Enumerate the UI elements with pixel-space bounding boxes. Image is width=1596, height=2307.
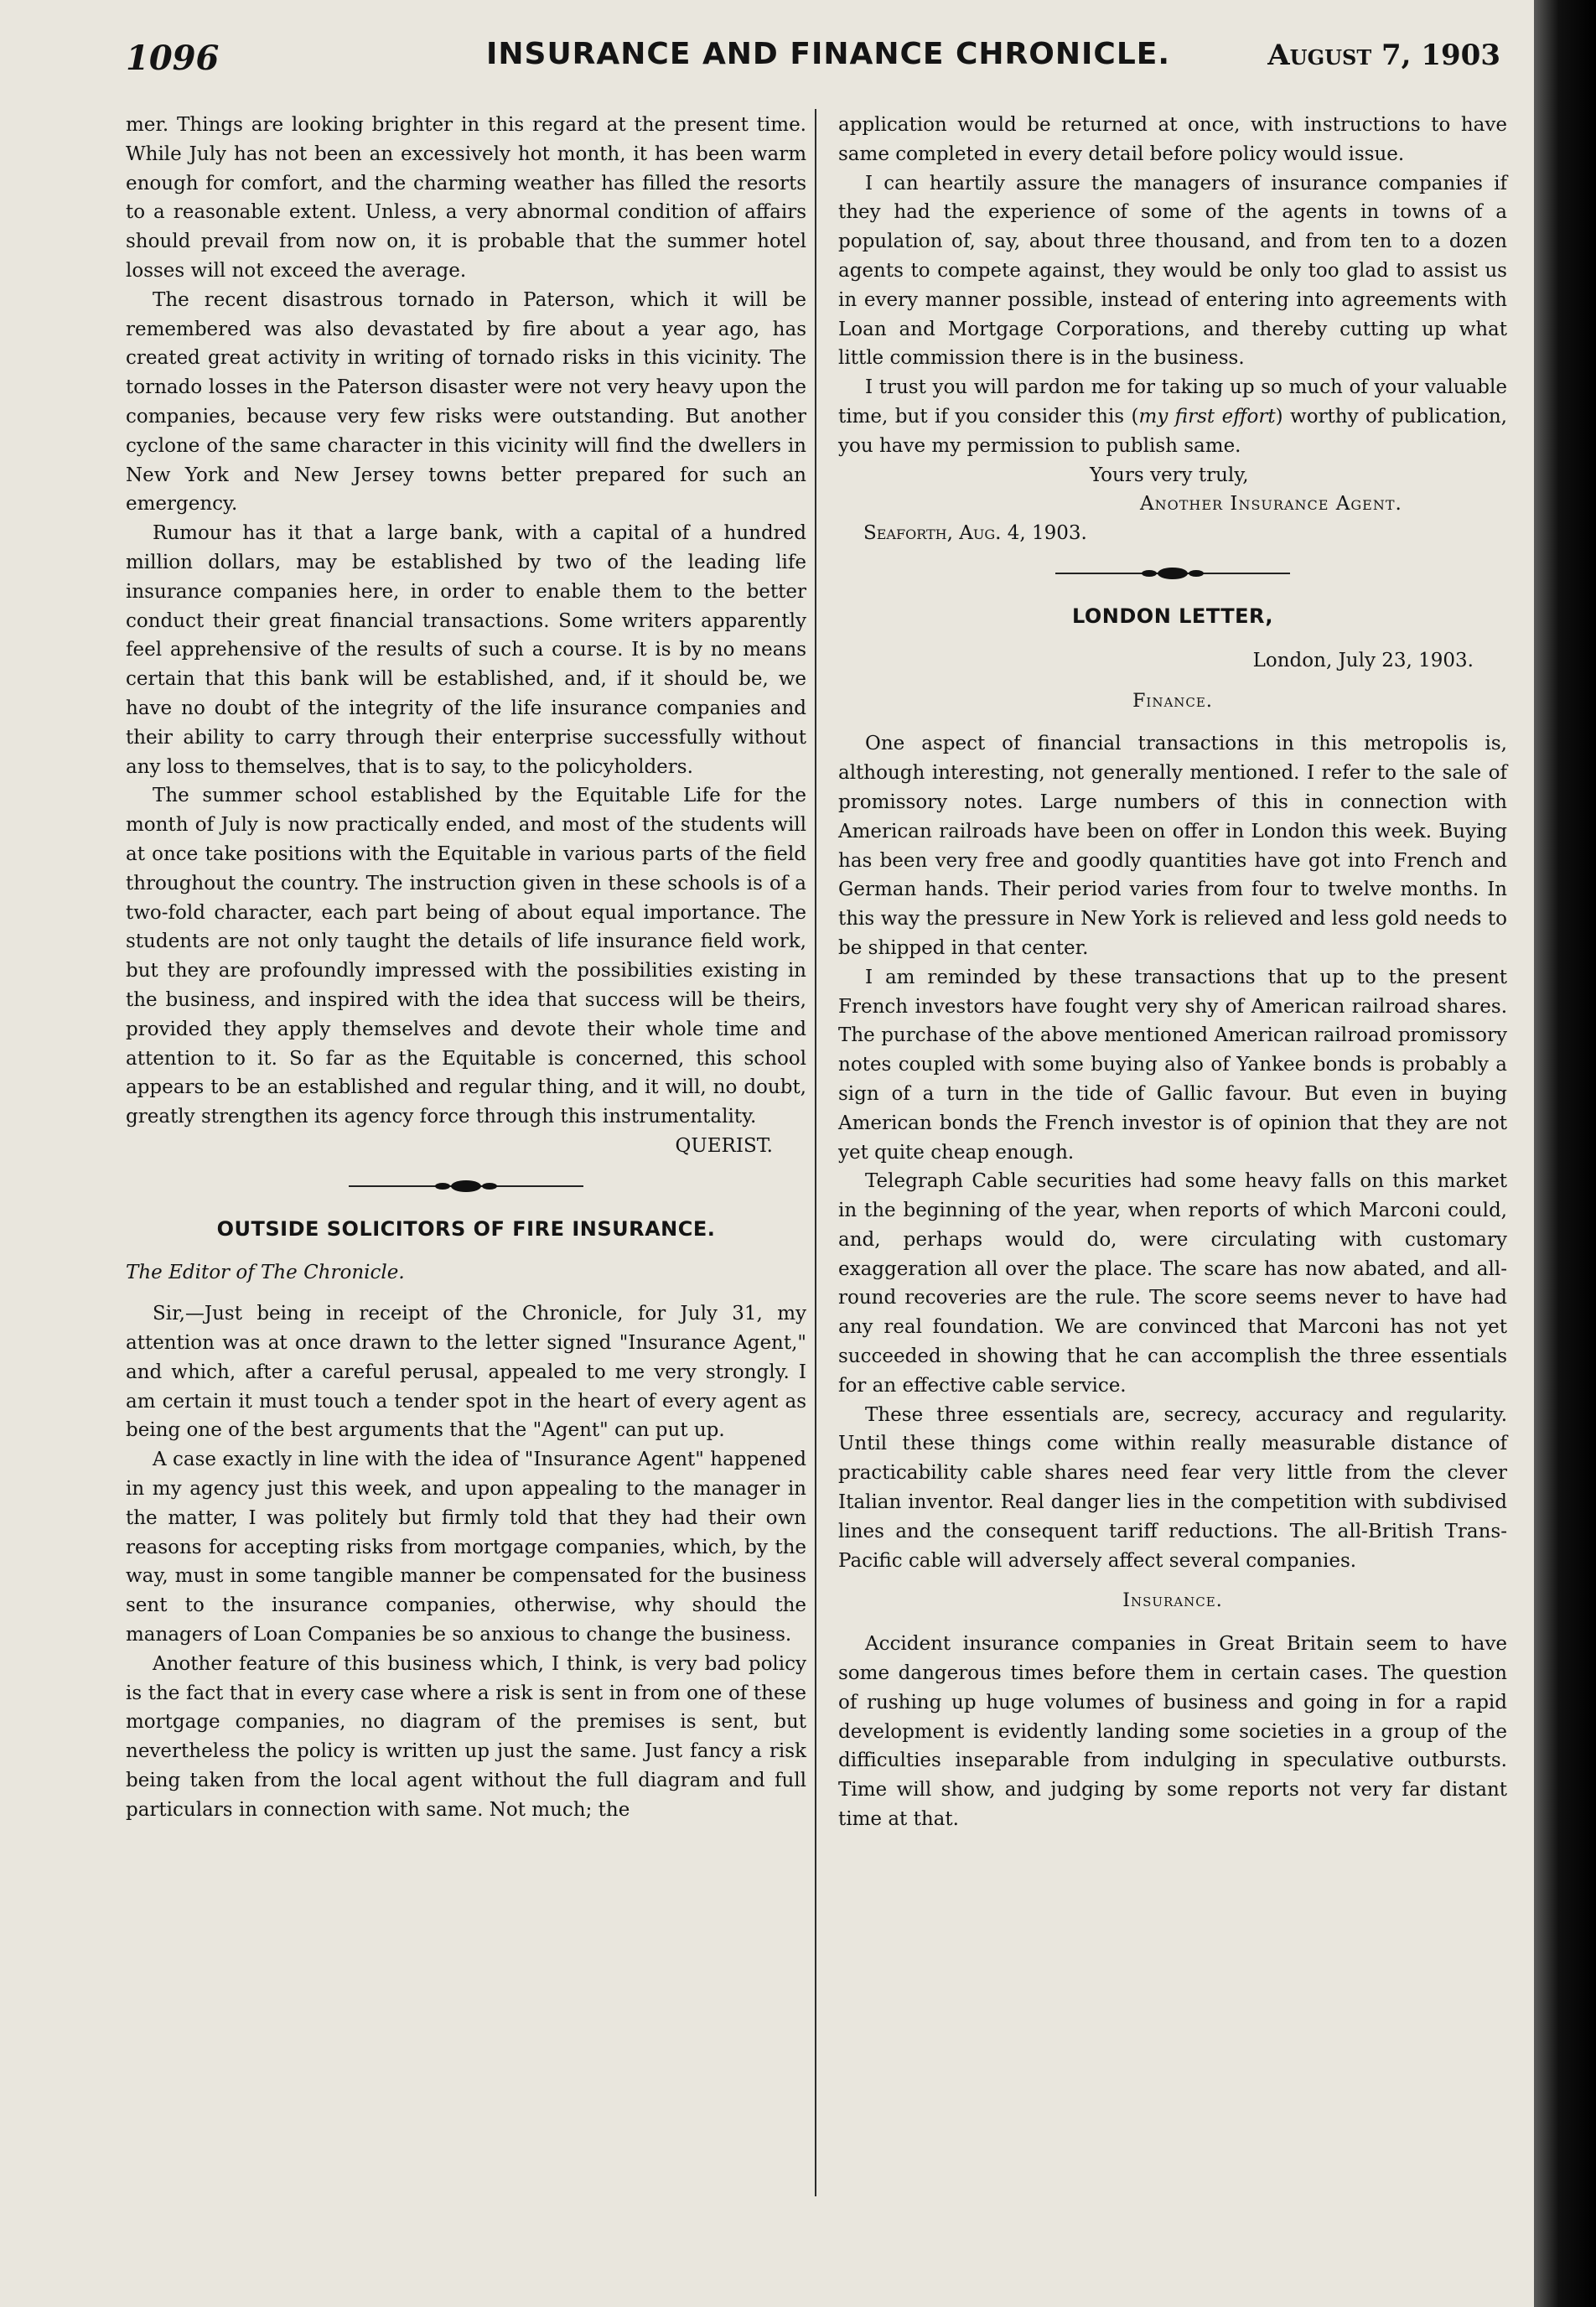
paragraph: The recent disastrous tornado in Paterson, which it will be remembered was also devastated by fire about a year ago, has created great activity in writing of tornado risks in this vicinity. The tornado losses in the Paterson disaster were not very heavy upon the companies, because very few risks were outstanding. But another cyclone of the same character in this vicinity will find the dwellers in New York and New Jersey towns better prepared for such an emergency. xyxy=(126,288,806,516)
subhead-finance: Finance. xyxy=(1132,690,1213,712)
section-title: OUTSIDE SOLICITORS OF FIRE INSURANCE. xyxy=(216,1216,716,1241)
salutation: The Editor of The Chronicle. xyxy=(126,1262,405,1284)
signature: QUERIST. xyxy=(675,1134,773,1157)
left-column xyxy=(126,111,806,1825)
paragraph: Another feature of this business which, I think, is very bad policy is the fact that in every case where a risk is sent in from one of these mortgage companies, no diagram of the premises is sent, but nevertheless the policy is written up just the same. Just fancy a risk being taken from the local agent without the full diagram and full particulars in connection with same. Not much; the xyxy=(126,1652,806,1821)
subhead-insurance: Insurance. xyxy=(1122,1590,1223,1612)
issue-date: August 7, 1903 xyxy=(1267,39,1500,72)
paragraph: Rumour has it that a large bank, with a capital of a hundred million dollars, may be established by two of the leading life insurance companies here, in order to enable them to the better conduct their great financial transactions. Some writers apparently feel apprehensive of the results of such a course. It is by no means certain that this bank will be established, and, if it should be, we have no doubt of the integrity of the life insurance companies and their ability to carry through their enterprise successfully without any loss to themselves, that is to say, to the policyholders. xyxy=(126,522,806,778)
paragraph: Accident insurance companies in Great Britain seem to have some dangerous times before them in certain cases. The question of rushing up huge volumes of business and going in for a rapid development is evidently landing some societies in a group of the difficulties inseparable from indulging in speculative outbursts. Time will show, and judging by some reports not very far distant time at that. xyxy=(838,1633,1507,1831)
paragraph: Sir,—Just being in receipt of the Chronicle, for July 31, my attention was at once drawn to the letter signed "Insurance Agent," and which, after a careful perusal, appealed to me very strongly. I am certain it must touch a tender spot in the heart of every agent as being one of the best arguments that the "Agent" can put up. xyxy=(126,1303,806,1442)
publication-title: INSURANCE AND FINANCE CHRONICLE. xyxy=(486,37,1171,71)
paragraph: One aspect of financial transactions in this metropolis is, although interesting, not generally mentioned. I refer to the sale of promissory notes. Large numbers of this in connection with American railroads have been on offer in London this week. Buying has been very free and goodly quantities have got into French and German hands. Their period varies from four to twelve months. In this way the pressure in New York is relieved and less gold needs to be shipped in that center. xyxy=(838,733,1507,959)
right-column xyxy=(838,111,1507,1834)
paragraph: The summer school established by the Equitable Life for the month of July is now practically ended, and most of the students will at once take positions with the Equitable in various parts of the field throughout the country. The instruction given in these schools is of a two-fold character, each part being of about equal importance. The students are not only taught the details of life insurance field work, but they are profoundly impressed with the possibilities existing in the business, and inspired with the idea that success will be theirs, provided they apply themselves and devote their whole time and attention to it. So far as the Equitable is concerned, this school appears to be an established and regular thing, and it will, no doubt, greatly strengthen its agency force through this instrumentality. xyxy=(126,785,806,1128)
paragraph: I can heartily assure the managers of insurance companies if they had the experience of some of the agents in towns of a population of, say, about three thousand, and from ten to a dozen agents to compete against, they would be only too glad to assist us in every manner possible, instead of entering into agreements with Loan and Mortgage Corporations, and thereby cutting up what little commission there is in the business. xyxy=(838,172,1507,370)
signature: Another Insurance Agent. xyxy=(1140,493,1402,516)
paragraph: Telegraph Cable securities had some heavy falls on this market in the beginning of the year, when reports of which Marconi could, and, perhaps would do, were circulating with customary exaggeration all over the place. The scare has now abated, and all-round recoveries are the rule. The score seems never to have had any real foundation. We are convinced that Marconi has not yet succeeded in showing that he can accomplish the three essentials for an effective cable service. xyxy=(838,1170,1507,1397)
emphasis: my first effort xyxy=(1138,405,1276,428)
paragraph: mer. Things are looking brighter in this regard at the present time. While July has not been an excessively hot month, it has been warm enough for comfort, and the charming weather has filled the resorts to a reasonable extent. Unless, a very abnormal condition of affairs should prevail from now on, it is probable that the summer hotel losses will not exceed the average. xyxy=(126,114,806,282)
column-rule xyxy=(815,109,816,2196)
paragraph: A case exactly in line with the idea of "Insurance Agent" happened in my agency just this week, and upon appealing to the manager in the matter, I was politely but firmly told that they had their own reasons for accepting risks from mortgage companies, which, by the way, must in some tangible manner be compensated for the business sent to the insurance companies, otherwise, why should the managers of Loan Companies be so anxious to change the business. xyxy=(126,1449,806,1646)
page-number: 1096 xyxy=(126,39,220,78)
section-title: LONDON LETTER, xyxy=(1071,604,1274,628)
scan-edge xyxy=(1534,0,1596,2307)
place-date: Seaforth, Aug. 4, 1903. xyxy=(863,522,1087,545)
paragraph: These three essentials are, secrecy, accuracy and regularity. Until these things come within really measurable distance of practicability cable shares need fear very little from the clever Italian inventor. Real danger lies in the competition with subdivised lines and the consequent tariff reductions. The all-British Trans-Pacific cable will adversely affect several companies. xyxy=(838,1403,1507,1572)
ornament-divider-icon xyxy=(1055,567,1290,580)
paragraph: application would be returned at once, with instructions to have same completed in every detail before policy would issue. xyxy=(838,114,1507,165)
page-header xyxy=(126,37,1500,84)
ornament-divider-icon xyxy=(349,1179,583,1193)
closing: Yours very truly, xyxy=(1090,464,1249,486)
dateline: London, July 23, 1903. xyxy=(1252,649,1474,671)
paragraph: I trust you will pardon me for taking up so much of your valuable time, but if you consider this (my first effort) worthy of publication, you have my permission to publish same. xyxy=(838,376,1507,457)
paragraph: I am reminded by these transactions that up to the present French investors have fought very shy of American railroad shares. The purchase of the above mentioned American railroad promissory notes coupled with some buying also of Yankee bonds is probably a sign of a turn in the tide of Gallic favour. But even in buying American bonds the French investor is of opinion that they are not yet quite cheap enough. xyxy=(838,966,1507,1164)
